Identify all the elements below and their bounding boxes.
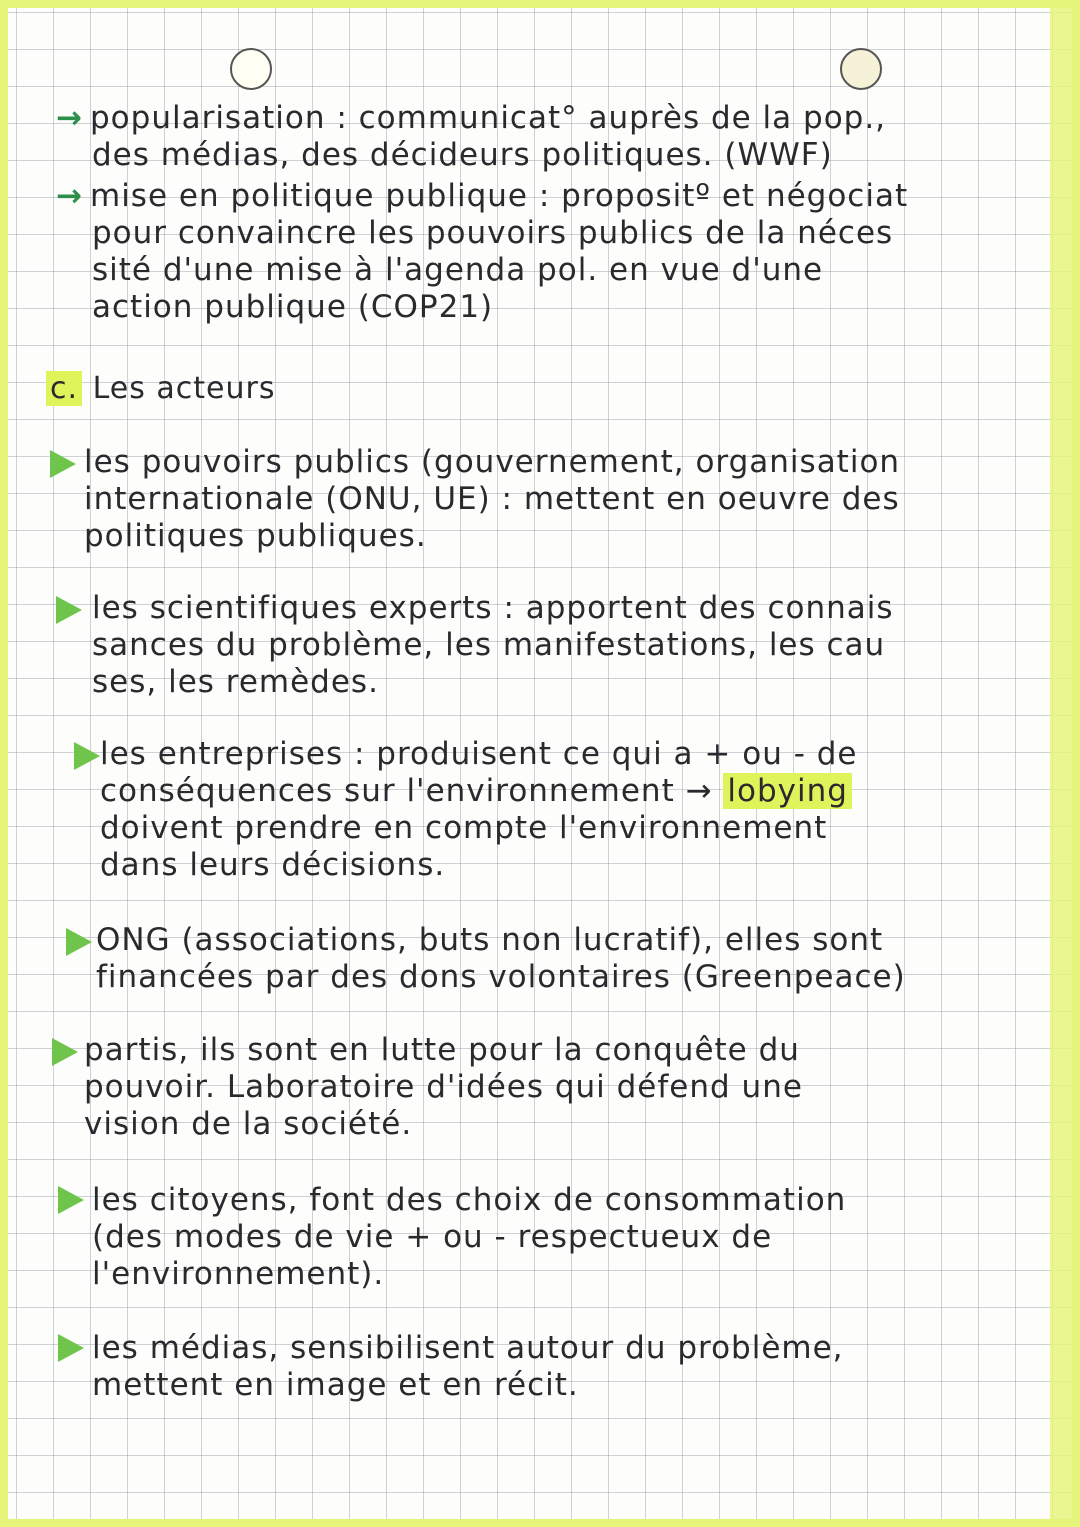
actor-ong: [96, 922, 906, 996]
actor-entreprises: [100, 736, 858, 884]
bullet-triangle-icon: [74, 742, 100, 770]
bullet-triangle-icon: [52, 1038, 78, 1066]
actor-pouvoirs-publics: [84, 444, 900, 555]
note-line: ONG (associations, buts non lucratif), elles sont: [96, 922, 884, 958]
note-line: les citoyens, font des choix de consommation: [92, 1182, 847, 1218]
bullet-triangle-icon: [56, 596, 82, 624]
popularisation-note: [56, 100, 887, 174]
note-line: → mise en politique publique : propositº et négociat: [56, 178, 909, 214]
note-line: ses, les remèdes.: [92, 664, 379, 700]
note-line: internationale (ONU, UE) : mettent en oeuvre des: [84, 481, 900, 517]
note-line: sité d'une mise à l'agenda pol. en vue d'une: [92, 252, 824, 288]
arrow-icon: →: [56, 178, 83, 214]
note-line: action publique (COP21): [92, 289, 494, 325]
arrow-icon: →: [56, 100, 83, 136]
lobbying-highlight: lobying: [723, 773, 852, 809]
note-line: → popularisation : communicat° auprès de la pop.,: [56, 100, 887, 136]
section-letter: c.: [46, 371, 82, 406]
bullet-triangle-icon: [66, 928, 92, 956]
note-line: pouvoir. Laboratoire d'idées qui défend une: [84, 1069, 803, 1105]
note-line: les médias, sensibilisent autour du problème,: [92, 1330, 844, 1366]
punch-hole: [840, 48, 882, 90]
note-line: sances du problème, les manifestations, les cau: [92, 627, 886, 663]
note-line: pour convaincre les pouvoirs publics de la néces: [92, 215, 894, 251]
note-line: les entreprises : produisent ce qui a + ou - de: [100, 736, 858, 772]
section-heading: [46, 370, 275, 407]
note-line: conséquences sur l'environnement → lobying: [100, 773, 858, 810]
note-line: les scientifiques experts : apportent des connais: [92, 590, 894, 626]
note-line: dans leurs décisions.: [100, 847, 446, 883]
bullet-triangle-icon: [50, 450, 76, 478]
punch-hole: [230, 48, 272, 90]
note-line: des médias, des décideurs politiques. (WWF): [92, 137, 833, 173]
note-line: financées par des dons volontaires (Greenpeace): [96, 959, 906, 995]
actor-medias: [92, 1330, 844, 1404]
actor-partis: [84, 1032, 803, 1143]
actor-citoyens: [92, 1182, 846, 1293]
section-title: Les acteurs: [92, 371, 276, 406]
note-line: les pouvoirs publics (gouvernement, organisation: [84, 444, 901, 480]
actor-scientifiques: [92, 590, 894, 701]
bullet-triangle-icon: [58, 1334, 84, 1362]
politique-publique-note: [56, 178, 909, 326]
note-line: (des modes de vie + ou - respectueux de: [92, 1219, 773, 1255]
note-line: l'environnement).: [92, 1256, 385, 1292]
note-line: vision de la société.: [84, 1106, 413, 1142]
note-line: mettent en image et en récit.: [92, 1367, 579, 1403]
note-line: partis, ils sont en lutte pour la conquête du: [84, 1032, 800, 1068]
bullet-triangle-icon: [58, 1186, 84, 1214]
note-line: doivent prendre en compte l'environnement: [100, 810, 828, 846]
note-line: politiques publiques.: [84, 518, 427, 554]
margin-highlight-strip: [1050, 8, 1072, 1519]
